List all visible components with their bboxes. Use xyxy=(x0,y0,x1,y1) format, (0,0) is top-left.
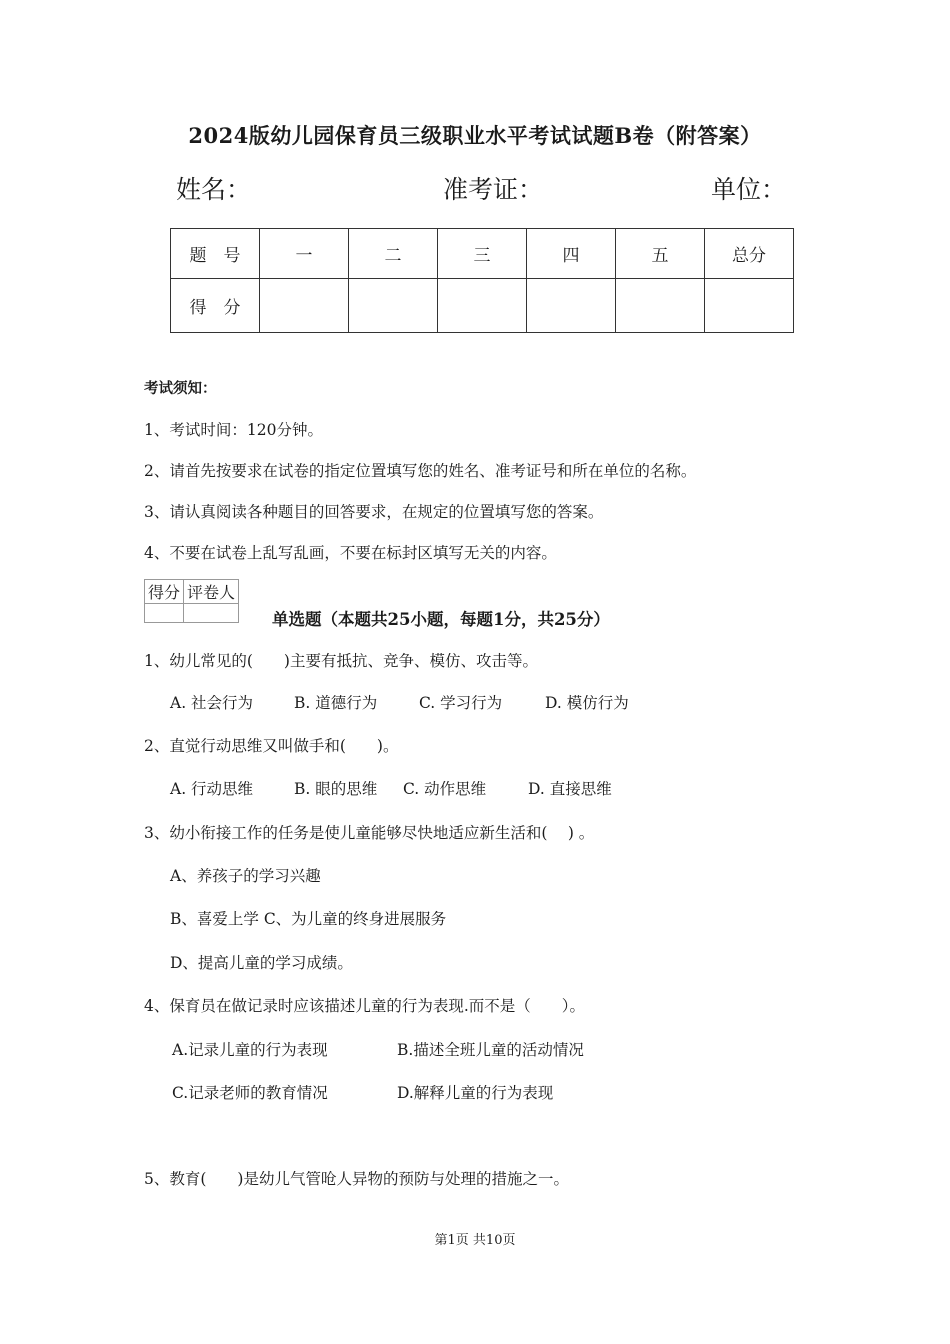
option-c: C. 学习行为 xyxy=(419,694,503,712)
score-table-header-cell: 总分 xyxy=(705,229,794,279)
option-b: B. 道德行为 xyxy=(294,694,378,712)
option-a: A.记录儿童的行为表现 xyxy=(172,1041,328,1059)
score-table-row-label: 得 分 xyxy=(171,279,260,333)
option-bc: B、喜爱上学 C、为儿童的终身进展服务 xyxy=(170,910,447,928)
option-a: A. 行动思维 xyxy=(170,780,254,798)
notice-item: 4、不要在试卷上乱写乱画，不要在标封区填写无关的内容。 xyxy=(144,544,557,562)
score-table-header-cell: 三 xyxy=(438,229,527,279)
grader-box xyxy=(144,579,239,623)
score-cell xyxy=(527,279,616,333)
notice-item: 3、请认真阅读各种题目的回答要求，在规定的位置填写您的答案。 xyxy=(144,503,604,521)
option-d: D. 直接思维 xyxy=(528,780,612,798)
option-b: B. 眼的思维 xyxy=(294,780,378,798)
score-table-header-cell: 五 xyxy=(616,229,705,279)
option-a: A、养孩子的学习兴趣 xyxy=(170,867,321,885)
question-stem: 3、幼小衔接工作的任务是使儿童能够尽快地适应新生活和( ) 。 xyxy=(144,824,595,842)
question-stem: 5、教育( )是幼儿气管呛人异物的预防与处理的措施之一。 xyxy=(144,1170,569,1188)
score-table-header-row xyxy=(171,229,794,279)
option-c: C.记录老师的教育情况 xyxy=(172,1084,328,1102)
option-b: B.描述全班儿童的活动情况 xyxy=(397,1041,584,1059)
score-cell xyxy=(438,279,527,333)
score-cell xyxy=(349,279,438,333)
option-d: D. 模仿行为 xyxy=(545,694,629,712)
score-table-header-cell: 四 xyxy=(527,229,616,279)
grader-name-cell xyxy=(184,604,239,623)
grader-score-label: 得分 xyxy=(145,580,184,604)
exam-number-field-label: 准考证： xyxy=(443,175,544,204)
page-title: 2024版幼儿园保育员三级职业水平考试试题B卷（附答案） xyxy=(188,123,762,148)
score-cell xyxy=(616,279,705,333)
option-c: C. 动作思维 xyxy=(403,780,487,798)
score-table-score-row xyxy=(171,279,794,333)
notice-item: 2、请首先按要求在试卷的指定位置填写您的姓名、准考证号和所在单位的名称。 xyxy=(144,462,697,480)
option-a: A. 社会行为 xyxy=(170,694,254,712)
notice-heading: 考试须知： xyxy=(144,380,217,397)
score-cell xyxy=(705,279,794,333)
question-stem: 1、幼儿常见的( )主要有抵抗、竞争、模仿、攻击等。 xyxy=(144,652,538,670)
grader-score-cell xyxy=(145,604,184,623)
name-field-label: 姓名： xyxy=(176,175,252,204)
notice-item: 1、考试时间：120分钟。 xyxy=(144,421,323,439)
question-stem: 2、直觉行动思维又叫做手和( )。 xyxy=(144,737,399,755)
option-d: D、提高儿童的学习成绩。 xyxy=(170,954,353,972)
section-title: 单选题（本题共25小题，每题1分，共25分） xyxy=(272,610,610,629)
score-table-header-cell: 题 号 xyxy=(171,229,260,279)
option-d: D.解释儿童的行为表现 xyxy=(397,1084,554,1102)
score-table xyxy=(170,228,794,333)
score-cell xyxy=(260,279,349,333)
unit-field-label: 单位： xyxy=(711,175,787,204)
grader-name-label: 评卷人 xyxy=(184,580,239,604)
question-stem: 4、保育员在做记录时应该描述儿童的行为表现.而不是（ ）。 xyxy=(144,997,586,1015)
score-table-header-cell: 一 xyxy=(260,229,349,279)
score-table-header-cell: 二 xyxy=(349,229,438,279)
page-footer: 第1页 共10页 xyxy=(434,1233,516,1248)
